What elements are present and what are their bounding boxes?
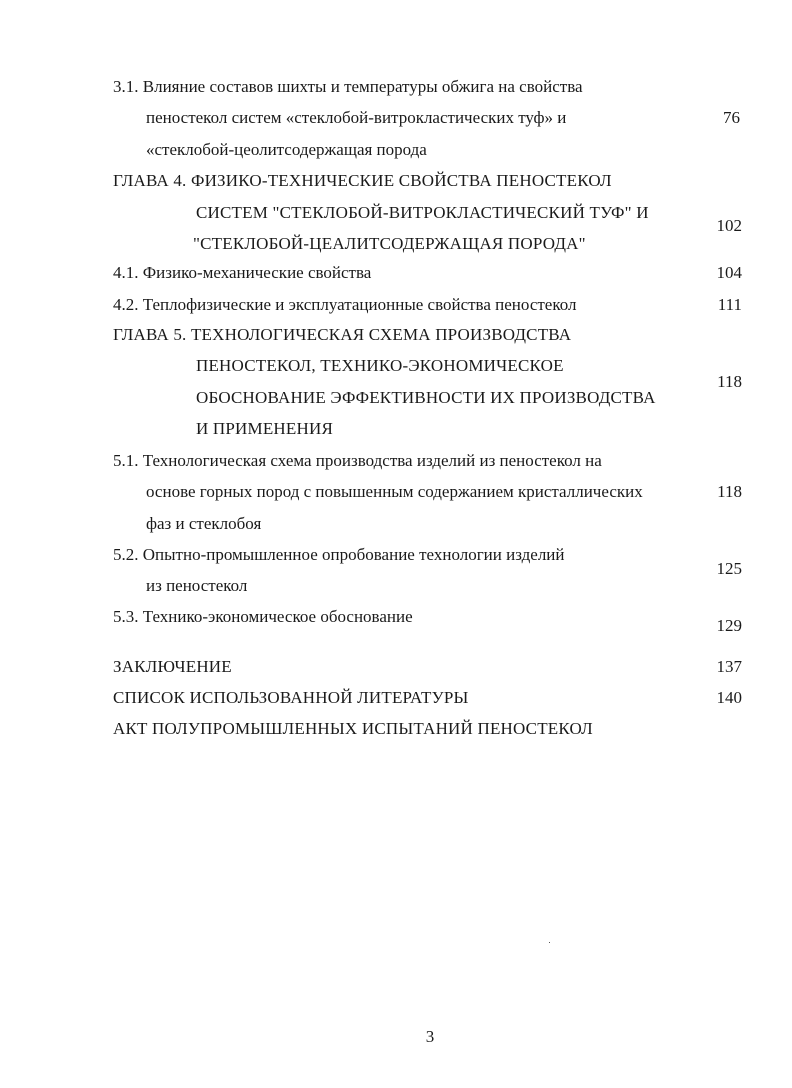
toc-entry-5-1-line-3: фаз и стеклобоя xyxy=(146,514,262,533)
toc-references: СПИСОК ИСПОЛЬЗОВАННОЙ ЛИТЕРАТУРЫ xyxy=(113,688,469,707)
toc-chapter-4-line-1: ГЛАВА 4. ФИЗИКО-ТЕХНИЧЕСКИЕ СВОЙСТВА ПЕНОСТЕКОЛ xyxy=(113,171,612,190)
toc-entry-4-2-page: 111 xyxy=(717,295,742,314)
toc-chapter-4-line-3: "СТЕКЛОБОЙ-ЦЕАЛИТСОДЕРЖАЩАЯ ПОРОДА" xyxy=(193,234,586,253)
toc-conclusion: ЗАКЛЮЧЕНИЕ xyxy=(113,657,232,676)
toc-entry-5-1-line-1: 5.1. Технологическая схема производства изделий из пеностекол на xyxy=(113,451,602,470)
toc-chapter-5-line-1: ГЛАВА 5. ТЕХНОЛОГИЧЕСКАЯ СХЕМА ПРОИЗВОДСТВА xyxy=(113,325,572,344)
toc-entry-4-1: 4.1. Физико-механические свойства xyxy=(113,263,372,282)
toc-chapter-5-page: 118 xyxy=(717,372,742,391)
toc-references-page: 140 xyxy=(716,688,742,707)
toc-entry-5-3: 5.3. Технико-экономическое обоснование xyxy=(113,607,413,626)
toc-entry-5-1-line-2: основе горных пород с повышенным содержанием кристаллических xyxy=(146,482,643,501)
toc-chapter-5-line-4: И ПРИМЕНЕНИЯ xyxy=(196,419,333,438)
toc-entry-4-1-page: 104 xyxy=(716,263,742,282)
toc-entry-5-2-line-2: из пеностекол xyxy=(146,576,248,595)
toc-chapter-5-line-3: ОБОСНОВАНИЕ ЭФФЕКТИВНОСТИ ИХ ПРОИЗВОДСТВА xyxy=(196,388,656,407)
toc-entry-4-2: 4.2. Теплофизические и эксплуатационные свойства пеностекол xyxy=(113,295,577,314)
toc-chapter-4-line-2: СИСТЕМ "СТЕКЛОБОЙ-ВИТРОКЛАСТИЧЕСКИЙ ТУФ" И xyxy=(196,203,649,222)
toc-entry-5-2-page: 125 xyxy=(716,559,742,578)
toc-entry-5-1-page: 118 xyxy=(717,482,742,501)
toc-entry-3-1-line-2: пеностекол систем «стеклобой-витрокластических туф» и xyxy=(146,108,567,127)
toc-act: АКТ ПОЛУПРОМЫШЛЕННЫХ ИСПЫТАНИЙ ПЕНОСТЕКОЛ xyxy=(113,719,593,738)
toc-entry-3-1-line-1: 3.1. Влияние составов шихты и температуры обжига на свойства xyxy=(113,77,583,96)
toc-chapter-5-line-2: ПЕНОСТЕКОЛ, ТЕХНИКО-ЭКОНОМИЧЕСКОЕ xyxy=(196,356,564,375)
scan-speck xyxy=(549,942,550,943)
toc-chapter-4-page: 102 xyxy=(716,216,742,235)
toc-entry-3-1-page: 76 xyxy=(723,108,740,127)
toc-entry-5-2-line-1: 5.2. Опытно-промышленное опробование технологии изделий xyxy=(113,545,565,564)
toc-entry-3-1-line-3: «стеклобой-цеолитсодержащая порода xyxy=(146,140,427,159)
toc-conclusion-page: 137 xyxy=(716,657,742,676)
toc-entry-5-3-page: 129 xyxy=(716,616,742,635)
page-number: 3 xyxy=(425,1027,435,1046)
